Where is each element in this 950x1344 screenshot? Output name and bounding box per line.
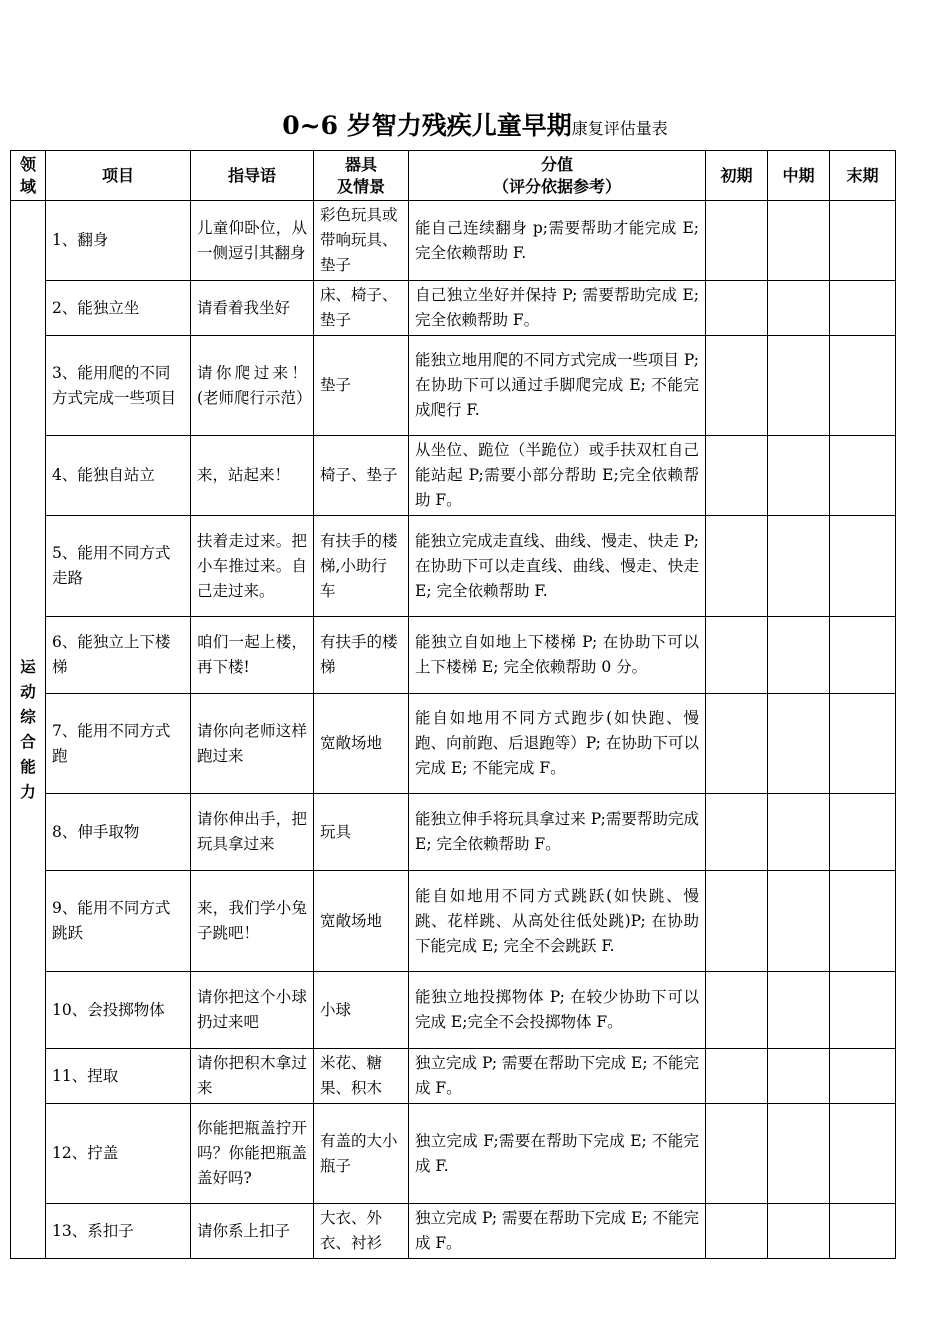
tools-cell: 垫子 bbox=[314, 336, 409, 436]
header-tools-line1: 器具 bbox=[344, 154, 377, 174]
initial-cell[interactable] bbox=[706, 1049, 768, 1104]
table-row bbox=[11, 281, 896, 336]
initial-cell[interactable] bbox=[706, 436, 768, 516]
guide-cell: 请你向老师这样跑过来 bbox=[191, 694, 314, 794]
score-cell: 独立完成 P; 需要在帮助下完成 E; 不能完成 F。 bbox=[409, 1049, 706, 1104]
guide-cell: 请你把积木拿过来 bbox=[191, 1049, 314, 1104]
final-cell[interactable] bbox=[830, 972, 896, 1049]
tools-cell: 小球 bbox=[314, 972, 409, 1049]
score-cell: 能独立地投掷物体 P; 在较少协助下可以完成 E;完全不会投掷物体 F。 bbox=[409, 972, 706, 1049]
domain-cell: 运动综合能力 bbox=[11, 201, 46, 1259]
initial-cell[interactable] bbox=[706, 794, 768, 871]
initial-cell[interactable] bbox=[706, 336, 768, 436]
table-row bbox=[11, 201, 896, 281]
tools-cell: 大衣、外衣、衬衫 bbox=[314, 1204, 409, 1259]
page-title bbox=[0, 106, 950, 142]
initial-cell[interactable] bbox=[706, 1104, 768, 1204]
final-cell[interactable] bbox=[830, 871, 896, 972]
tools-cell: 床、椅子、垫子 bbox=[314, 281, 409, 336]
header-row bbox=[11, 151, 896, 201]
middle-cell[interactable] bbox=[768, 336, 830, 436]
header-domain: 领域 bbox=[11, 151, 46, 201]
middle-cell[interactable] bbox=[768, 871, 830, 972]
tools-cell: 宽敞场地 bbox=[314, 694, 409, 794]
item-cell: 6、能独立上下楼梯 bbox=[46, 617, 191, 694]
final-cell[interactable] bbox=[830, 201, 896, 281]
middle-cell[interactable] bbox=[768, 617, 830, 694]
guide-cell: 来，我们学小兔子跳吧！ bbox=[191, 871, 314, 972]
middle-cell[interactable] bbox=[768, 794, 830, 871]
item-cell: 12、拧盖 bbox=[46, 1104, 191, 1204]
table-row bbox=[11, 617, 896, 694]
header-middle: 中期 bbox=[768, 151, 830, 201]
item-cell: 10、会投掷物体 bbox=[46, 972, 191, 1049]
final-cell[interactable] bbox=[830, 617, 896, 694]
table-row bbox=[11, 871, 896, 972]
middle-cell[interactable] bbox=[768, 1204, 830, 1259]
header-score-line2: （评分依据参考） bbox=[492, 176, 621, 196]
initial-cell[interactable] bbox=[706, 871, 768, 972]
guide-cell: 请你伸出手，把玩具拿过来 bbox=[191, 794, 314, 871]
initial-cell[interactable] bbox=[706, 1204, 768, 1259]
guide-cell: 扶着走过来。把小车推过来。自己走过来。 bbox=[191, 516, 314, 617]
final-cell[interactable] bbox=[830, 436, 896, 516]
table-row bbox=[11, 1204, 896, 1259]
final-cell[interactable] bbox=[830, 281, 896, 336]
table-row bbox=[11, 694, 896, 794]
guide-cell: 请你把这个小球扔过来吧 bbox=[191, 972, 314, 1049]
item-cell: 8、伸手取物 bbox=[46, 794, 191, 871]
header-initial: 初期 bbox=[706, 151, 768, 201]
final-cell[interactable] bbox=[830, 694, 896, 794]
middle-cell[interactable] bbox=[768, 436, 830, 516]
item-cell: 9、能用不同方式跳跃 bbox=[46, 871, 191, 972]
score-cell: 能自如地用不同方式跳跃(如快跳、慢跳、花样跳、从高处往低处跳)P; 在协助下能完成 E; 完全不会跳跃 F. bbox=[409, 871, 706, 972]
item-cell: 1、翻身 bbox=[46, 201, 191, 281]
final-cell[interactable] bbox=[830, 336, 896, 436]
score-cell: 能自己连续翻身 p;需要帮助才能完成 E; 完全依赖帮助 F. bbox=[409, 201, 706, 281]
guide-cell: 来，站起来！ bbox=[191, 436, 314, 516]
table-row bbox=[11, 972, 896, 1049]
header-final: 末期 bbox=[830, 151, 896, 201]
score-cell: 能自如地用不同方式跑步(如快跑、慢跑、向前跑、后退跑等）P; 在协助下可以完成 E; 不能完成 F。 bbox=[409, 694, 706, 794]
assessment-table bbox=[10, 150, 896, 1259]
initial-cell[interactable] bbox=[706, 201, 768, 281]
guide-cell: 咱们一起上楼，再下楼! bbox=[191, 617, 314, 694]
tools-cell: 彩色玩具或带响玩具、垫子 bbox=[314, 201, 409, 281]
guide-cell: 请你爬过来！(老师爬行示范） bbox=[191, 336, 314, 436]
item-cell: 11、捏取 bbox=[46, 1049, 191, 1104]
initial-cell[interactable] bbox=[706, 617, 768, 694]
item-cell: 2、能独立坐 bbox=[46, 281, 191, 336]
tools-cell: 有扶手的楼梯 bbox=[314, 617, 409, 694]
header-score bbox=[409, 151, 706, 201]
middle-cell[interactable] bbox=[768, 1104, 830, 1204]
score-cell: 独立完成 F;需要在帮助下完成 E; 不能完成 F. bbox=[409, 1104, 706, 1204]
middle-cell[interactable] bbox=[768, 972, 830, 1049]
final-cell[interactable] bbox=[830, 1049, 896, 1104]
tools-cell: 玩具 bbox=[314, 794, 409, 871]
tools-cell: 有盖的大小瓶子 bbox=[314, 1104, 409, 1204]
initial-cell[interactable] bbox=[706, 694, 768, 794]
guide-cell: 请看着我坐好 bbox=[191, 281, 314, 336]
middle-cell[interactable] bbox=[768, 1049, 830, 1104]
item-cell: 7、能用不同方式跑 bbox=[46, 694, 191, 794]
score-cell: 能独立伸手将玩具拿过来 P;需要帮助完成 E; 完全依赖帮助 F。 bbox=[409, 794, 706, 871]
item-cell: 4、能独自站立 bbox=[46, 436, 191, 516]
header-item: 项目 bbox=[46, 151, 191, 201]
header-tools bbox=[314, 151, 409, 201]
guide-cell: 你能把瓶盖拧开吗？你能把瓶盖盖好吗? bbox=[191, 1104, 314, 1204]
tools-cell: 椅子、垫子 bbox=[314, 436, 409, 516]
header-tools-line2: 及情景 bbox=[336, 176, 385, 196]
score-cell: 独立完成 P; 需要在帮助下完成 E; 不能完成 F。 bbox=[409, 1204, 706, 1259]
title-main: 0~6 岁智力残疾儿童早期 bbox=[282, 111, 572, 140]
final-cell[interactable] bbox=[830, 1204, 896, 1259]
middle-cell[interactable] bbox=[768, 281, 830, 336]
table-row bbox=[11, 1104, 896, 1204]
score-cell: 自己独立坐好并保持 P; 需要帮助完成 E; 完全依赖帮助 F。 bbox=[409, 281, 706, 336]
table-row bbox=[11, 794, 896, 871]
middle-cell[interactable] bbox=[768, 694, 830, 794]
initial-cell[interactable] bbox=[706, 972, 768, 1049]
final-cell[interactable] bbox=[830, 794, 896, 871]
header-guide: 指导语 bbox=[191, 151, 314, 201]
item-cell: 5、能用不同方式走路 bbox=[46, 516, 191, 617]
item-cell: 13、系扣子 bbox=[46, 1204, 191, 1259]
guide-cell: 请你系上扣子 bbox=[191, 1204, 314, 1259]
score-cell: 从坐位、跪位（半跪位）或手扶双杠自己能站起 P;需要小部分帮助 E;完全依赖帮助 F。 bbox=[409, 436, 706, 516]
score-cell: 能独立完成走直线、曲线、慢走、快走 P; 在协助下可以走直线、曲线、慢走、快走 E; 完全依赖帮助 F. bbox=[409, 516, 706, 617]
header-score-line1: 分值 bbox=[540, 154, 573, 174]
tools-cell: 有扶手的楼梯,小助行车 bbox=[314, 516, 409, 617]
final-cell[interactable] bbox=[830, 516, 896, 617]
initial-cell[interactable] bbox=[706, 516, 768, 617]
table-row bbox=[11, 436, 896, 516]
initial-cell[interactable] bbox=[706, 281, 768, 336]
guide-cell: 儿童仰卧位，从一侧逗引其翻身 bbox=[191, 201, 314, 281]
middle-cell[interactable] bbox=[768, 516, 830, 617]
table-row bbox=[11, 516, 896, 617]
item-cell: 3、能用爬的不同方式完成一些项目 bbox=[46, 336, 191, 436]
tools-cell: 宽敞场地 bbox=[314, 871, 409, 972]
tools-cell: 米花、糖果、积木 bbox=[314, 1049, 409, 1104]
table-row bbox=[11, 336, 896, 436]
title-sub: 康复评估量表 bbox=[571, 119, 668, 138]
final-cell[interactable] bbox=[830, 1104, 896, 1204]
score-cell: 能独立自如地上下楼梯 P; 在协助下可以上下楼梯 E; 完全依赖帮助 0 分。 bbox=[409, 617, 706, 694]
middle-cell[interactable] bbox=[768, 201, 830, 281]
table-row bbox=[11, 1049, 896, 1104]
score-cell: 能独立地用爬的不同方式完成一些项目 P; 在协助下可以通过手脚爬完成 E; 不能完成爬行 F. bbox=[409, 336, 706, 436]
